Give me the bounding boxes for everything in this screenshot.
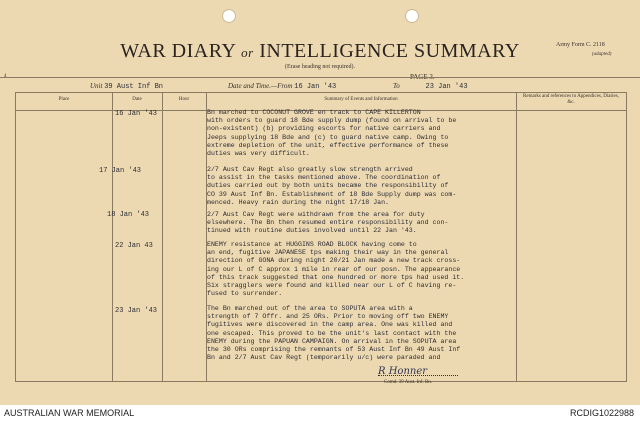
punch-hole-right (405, 9, 419, 23)
entry-date: 17 Jan '43 (99, 167, 142, 175)
entry-line: The Bn marched out of the area to SOPUTA area with a (207, 305, 413, 312)
army-form-label: Army Form C. 2118 (556, 42, 605, 48)
header-divider (0, 77, 640, 78)
column-header-remarks: Remarks and references to Appendices, Diaries, &c. (523, 94, 619, 105)
diary-entry (207, 305, 512, 362)
signature-line (378, 375, 458, 376)
diary-entry (207, 241, 512, 298)
title-intelligence-summary: INTELLIGENCE SUMMARY (259, 40, 520, 62)
signature: R Honner (378, 366, 428, 377)
entry-line: tinued with routine duties involved until 22 Jan '43. (207, 227, 417, 235)
column-divider (112, 93, 113, 381)
entry-line: extreme depletion of the unit, effective performance of these (207, 141, 449, 149)
entry-date: 23 Jan '43 (115, 307, 158, 315)
footer-record-id: RCDIG1022988 (569, 408, 634, 418)
entry-line: ENEMY resistance at HUGGINS ROAD BLOCK having come to (207, 241, 417, 248)
entry-line: 2/7 Aust Cav Regt also greatly slow strength arrived (207, 166, 413, 173)
page-title (0, 40, 640, 63)
entry-line: CO 39 Aust Inf Bn. Establishment of 18 Bde Supply dump was com- (207, 190, 457, 198)
entry-line: 2/7 Aust Cav Regt were withdrawn from the area for duty (207, 211, 425, 218)
entry-line: ing our L of C approx 1 mile in rear of our posn. The appearance (207, 265, 461, 273)
entry-date: 16 Jan '43 (115, 110, 158, 118)
signature-title: Comd. 39 Aust. Inf. Bn. (384, 380, 433, 385)
column-header-hour: Hour (178, 97, 190, 102)
entry-line: menced. Heavy rain during the night 17/18 Jan. (207, 198, 390, 206)
date-label: Date and Time.—From (228, 82, 293, 90)
title-or: or (241, 45, 254, 60)
entry-line: with orders to guard 18 Bde supply dump (found on arrival to be (207, 117, 457, 125)
entry-line: to assist in the tasks mentioned above. The coordination of (207, 174, 441, 182)
page-number: PAGE 3. (410, 73, 435, 81)
diary-entry (207, 211, 512, 236)
column-divider (516, 93, 517, 381)
entry-line: fused to surrender. (207, 290, 283, 298)
entry-line: direction of GONA during night 20/21 Jan made a new track cross- (207, 257, 461, 265)
entry-line: Bn and 2/7 Aust Cav Regt (temporarily u/c) were paraded and (207, 354, 441, 362)
to-date-field (393, 82, 468, 91)
column-header-place: Place (58, 97, 70, 102)
unit-value: 39 Aust Inf Bn (104, 83, 164, 91)
title-war-diary: WAR DIARY (120, 40, 236, 62)
footer-source: AUSTRALIAN WAR MEMORIAL (4, 408, 135, 418)
diary-entry (207, 166, 512, 207)
entry-date: 22 Jan 43 (115, 242, 153, 250)
punch-hole-left (222, 9, 236, 23)
entry-line: an end, fugitive JAPANESE tps making their way in the general (207, 249, 449, 257)
entry-line: the 30 ORs comprising the remnants of 53 Aust Inf Bn 49 Aust Inf (207, 346, 461, 354)
entry-line: one escaped. This proved to be the unit's last contact with the (207, 329, 457, 337)
left-tag: 4 (4, 74, 7, 79)
entry-line: non-existent) (b) providing escorts for native carriers and (207, 125, 441, 133)
entry-line: duties carried out by both units became the responsibility of (207, 182, 449, 190)
column-divider (162, 93, 163, 381)
entry-line: ENEMY during the PAPUAN CAMPAIGN. On arrival in the SOPUTA area (207, 337, 457, 345)
column-header-date: Date (132, 97, 142, 102)
date-range-field (228, 82, 336, 91)
entry-line: duties was very difficult. (207, 150, 310, 158)
entry-line: Bn marched to COCONUT GROVE en track to CAPE KILLERTON (207, 109, 421, 116)
diary-entry (207, 109, 512, 158)
page-subtitle: (Erase heading not required). (285, 64, 355, 70)
entry-date: 18 Jan '43 (107, 211, 150, 219)
column-header-summary: Summary of Events and Information (324, 97, 398, 102)
from-date-value: 16 Jan '43 (294, 83, 337, 91)
entry-line: Jeeps supplying 18 Bde and (c) to guard native camp. Owing to (207, 133, 449, 141)
unit-label: Unit (90, 82, 103, 90)
army-form-note: (adapted) (592, 52, 612, 57)
to-date-value: 23 Jan '43 (425, 83, 468, 91)
entry-line: strength of 7 Offr. and 25 ORs. Prior to moving off two ENEMY (207, 313, 449, 321)
entry-line: of this track suggested that one hundred or more tps had used it. (207, 273, 465, 281)
entry-line: elsewhere. The Bn then resumed entire responsibility and con- (207, 219, 449, 227)
entry-line: fugitives were discovered in the camp area. One was killed and (207, 321, 453, 329)
unit-field (90, 82, 163, 91)
entry-line: Six stragglers were found and killed near our L of C having re- (207, 282, 457, 290)
to-label: To (393, 82, 400, 90)
